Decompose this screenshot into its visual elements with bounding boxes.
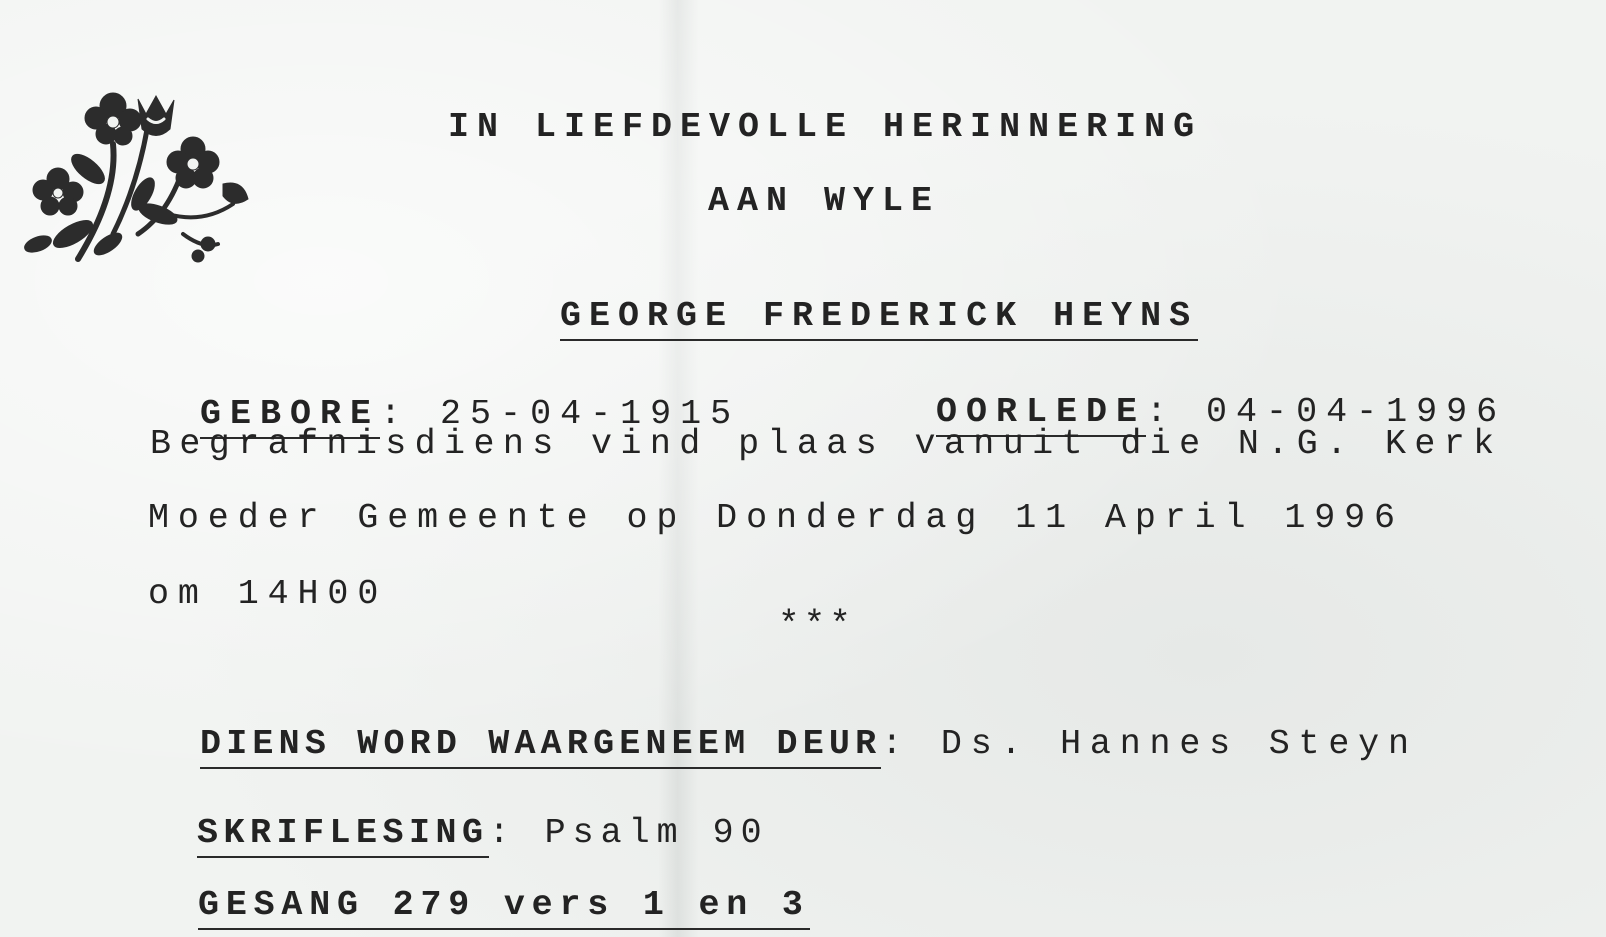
heading-line-2: AAN WYLE (708, 181, 941, 221)
deceased-name-text: GEORGE FREDERICK HEYNS (560, 296, 1198, 341)
reading-label: SKRIFLESING (197, 813, 489, 858)
died-value: : 04-04-1996 (1146, 392, 1507, 432)
officiant-label: DIENS WORD WAARGENEEM DEUR (200, 724, 881, 769)
reading-value: : Psalm 90 (488, 813, 769, 853)
officiant-line (148, 681, 1418, 765)
flower-bouquet-icon (18, 84, 258, 284)
service-line-3: om 14H00 (148, 574, 388, 614)
died-label: OORLEDE (936, 392, 1146, 437)
officiant-value: : Ds. Hannes Steyn (881, 724, 1418, 764)
died-line (884, 349, 1506, 433)
born-label: GEBORE (200, 394, 380, 439)
heading-line-1: IN LIEFDEVOLLE HERINNERING (448, 107, 1203, 147)
separator-stars: *** (778, 605, 855, 646)
service-line-2: Moeder Gemeente op Donderdag 11 April 1996 (148, 498, 1404, 538)
hymn-label: GESANG 279 vers 1 en 3 (198, 885, 810, 930)
service-line-1: Begrafnisdiens vind plaas vanuit die N.G. Kerk (150, 424, 1503, 464)
deceased-name (502, 253, 1198, 337)
born-value: : 25-04-1915 (380, 394, 741, 434)
hymn-line (146, 842, 810, 926)
